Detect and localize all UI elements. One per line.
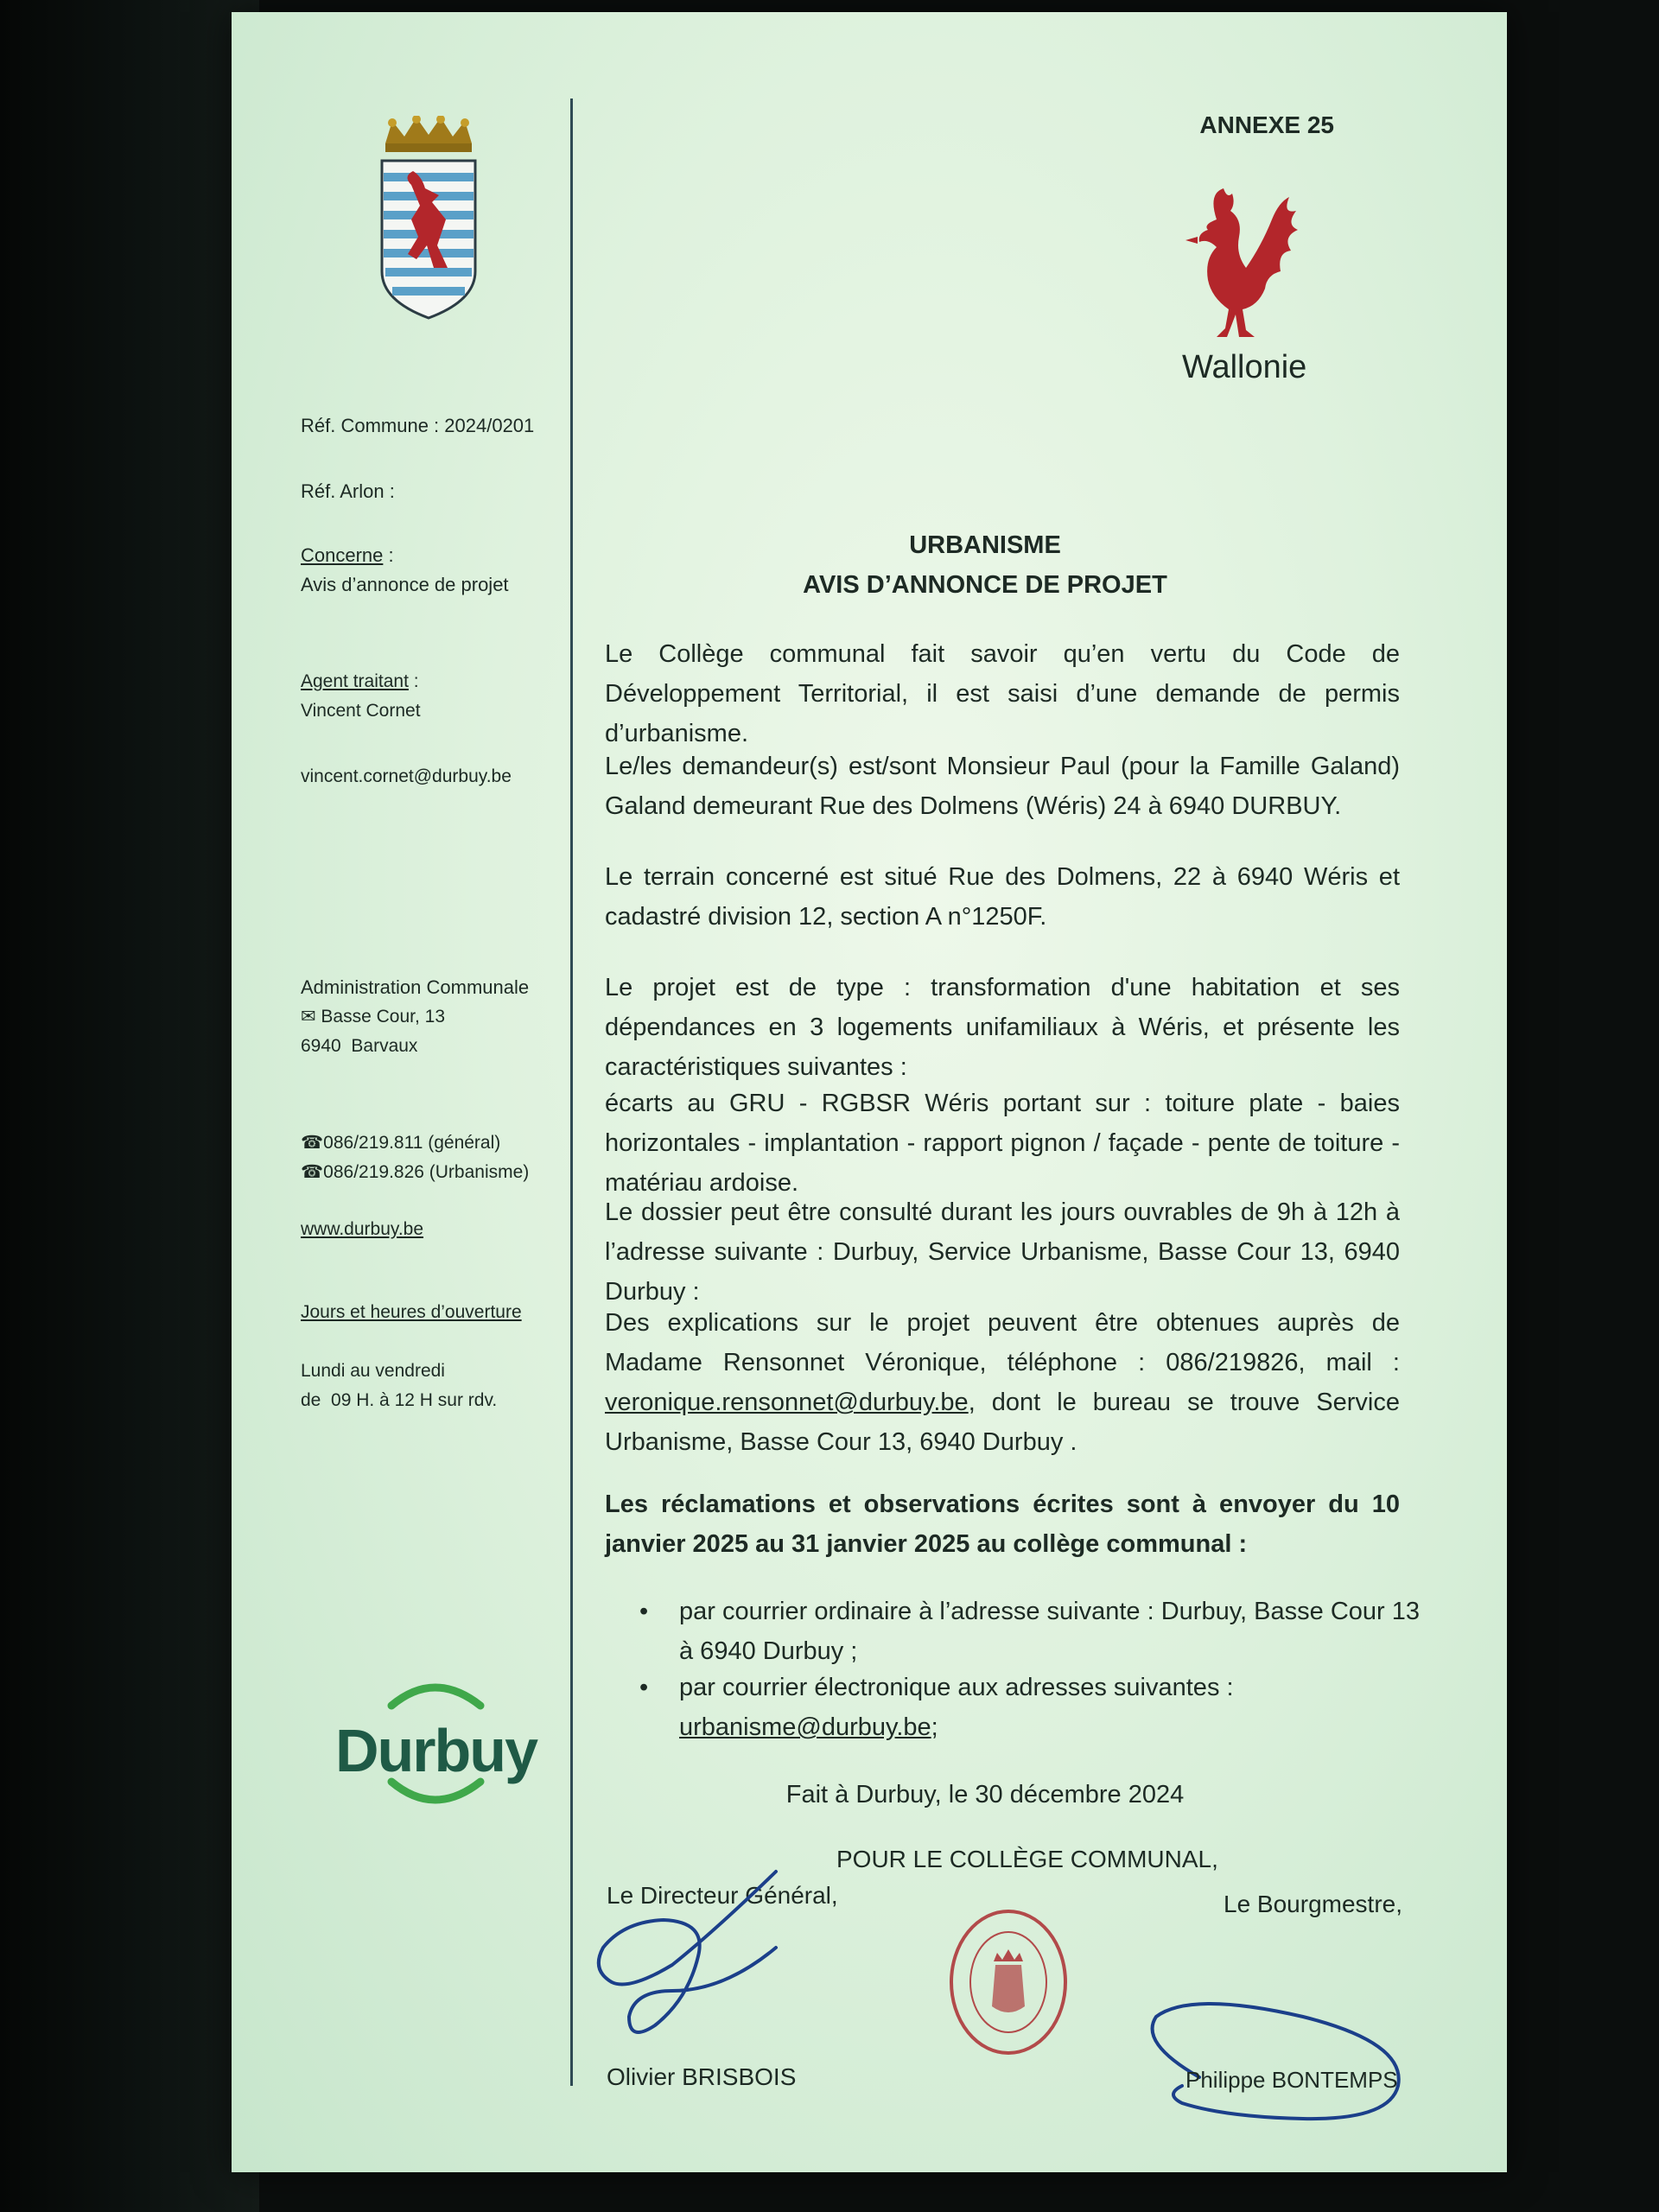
bourgmestre-title: Le Bourgmestre,: [1224, 1891, 1402, 1917]
directeur-name: Olivier BRISBOIS: [607, 2063, 797, 2090]
official-seal-icon: [944, 1904, 1073, 2060]
directeur-signature-icon: [577, 1861, 923, 2069]
concerne-value: Avis d’annonce de projet: [301, 574, 509, 595]
concerne-colon: :: [383, 544, 394, 566]
bullet-courrier-ordinaire: • par courrier ordinaire à l’adresse suivante : Durbuy, Basse Cour 13 à 6940 Durbuy ;: [639, 1592, 1440, 1671]
paragraph-consultation: Le dossier peut être consulté durant les jours ouvrables de 9h à 12h à l’adresse suivante : Durbuy, Service Urbanisme, Basse Cour 13, 6940 Durbuy :: [605, 1198, 1400, 1306]
annexe-label: ANNEXE 25: [1199, 111, 1334, 138]
background-frame: [0, 0, 259, 2212]
contact-email-link[interactable]: veronique.rensonnet@durbuy.be: [605, 1389, 969, 1416]
phone-general: ☎086/219.811 (général): [301, 1133, 501, 1153]
date-line: Fait à Durbuy, le 30 décembre 2024: [785, 1781, 1185, 1808]
hours-time: de 09 H. à 12 H sur rdv.: [301, 1390, 498, 1410]
vertical-divider: [570, 99, 573, 2086]
agent-label-text: Agent traitant: [301, 671, 409, 691]
title-line-2: AVIS D’ANNONCE DE PROJET: [803, 571, 1167, 599]
explanations-text: Des explications sur le projet peuvent être obtenues auprès de Madame Rensonnet Véronique, téléphone : 086/219826, mail :: [605, 1309, 1400, 1376]
urbanisme-email-link[interactable]: urbanisme@durbuy.be: [679, 1713, 931, 1741]
agent-label: [301, 667, 419, 696]
pour-college: POUR LE COLLÈGE COMMUNAL,: [836, 1846, 1218, 1872]
phone-urbanisme: ☎086/219.826 (Urbanisme): [301, 1162, 530, 1182]
agent-name: Vincent Cornet: [301, 701, 421, 721]
concerne-label-text: Concerne: [301, 544, 384, 566]
bullet-end: ;: [931, 1713, 938, 1741]
paragraph-terrain: Le terrain concerné est situé Rue des Dolmens, 22 à 6940 Wéris et cadastré division 12, section A n°1250F.: [605, 863, 1400, 931]
bourgmestre-signature-icon: [1130, 1982, 1415, 2129]
paragraph-deviations: écarts au GRU - RGBSR Wéris portant sur : toiture plate - baies horizontales - implantation - rapport pignon / façade - pente de toiture - matériau ardoise.: [605, 1090, 1400, 1197]
durbuy-logo-text: Durbuy: [335, 1717, 537, 1784]
ref-arlon: Réf. Arlon :: [301, 480, 395, 502]
concerne-label: [301, 541, 394, 570]
ref-commune: Réf. Commune : 2024/0201: [301, 415, 535, 436]
paragraph-reclamations: Les réclamations et observations écrites sont à envoyer du 10 janvier 2025 au 31 janvier 2025 au collège communal :: [605, 1491, 1400, 1558]
paragraph-project-type: Le projet est de type : transformation d'une habitation et ses dépendances en 3 logements unifamiliaux à Wéris, et présente les caractéristiques suivantes :: [605, 974, 1400, 1081]
title-line-1: URBANISME: [909, 531, 1061, 559]
admin-title: Administration Communale: [301, 976, 530, 998]
hours-days: Lundi au vendredi: [301, 1361, 445, 1381]
admin-street: ✉ Basse Cour, 13: [301, 1007, 446, 1027]
durbuy-coat-of-arms-icon: [377, 116, 480, 323]
paragraph-explanations: [605, 1303, 1400, 1462]
bourgmestre-name: Philippe BONTEMPS: [1185, 2067, 1398, 2093]
wallonia-rooster-icon: [1182, 185, 1303, 345]
durbuy-logo: [335, 1671, 543, 1818]
paragraph-intro: Le Collège communal fait savoir qu’en vertu du Code de Développement Territorial, il est saisi d’une demande de permis d’urbanisme.: [605, 640, 1400, 747]
website-link[interactable]: www.durbuy.be: [301, 1219, 424, 1239]
admin-city: 6940 Barvaux: [301, 1036, 418, 1056]
bullet-courrier-electronique: [639, 1668, 1440, 1747]
wallonie-label: Wallonie: [1182, 349, 1307, 385]
paragraph-applicant: Le/les demandeur(s) est/sont Monsieur Paul (pour la Famille Galand) Galand demeurant Rue des Dolmens (Wéris) 24 à 6940 DURBUY.: [605, 753, 1400, 820]
hours-title: Jours et heures d’ouverture: [301, 1302, 522, 1322]
explanations-text-end: , dont le bureau se trouve Service Urbanisme, Basse Cour 13, 6940 Durbuy .: [605, 1389, 1400, 1456]
directeur-title: Le Directeur Général,: [607, 1882, 838, 1909]
agent-colon: :: [408, 671, 419, 691]
bullet-courrier-electronique-text: par courrier électronique aux adresses suivantes :: [679, 1674, 1234, 1701]
agent-email[interactable]: vincent.cornet@durbuy.be: [301, 766, 512, 786]
document-page: [232, 12, 1507, 2172]
